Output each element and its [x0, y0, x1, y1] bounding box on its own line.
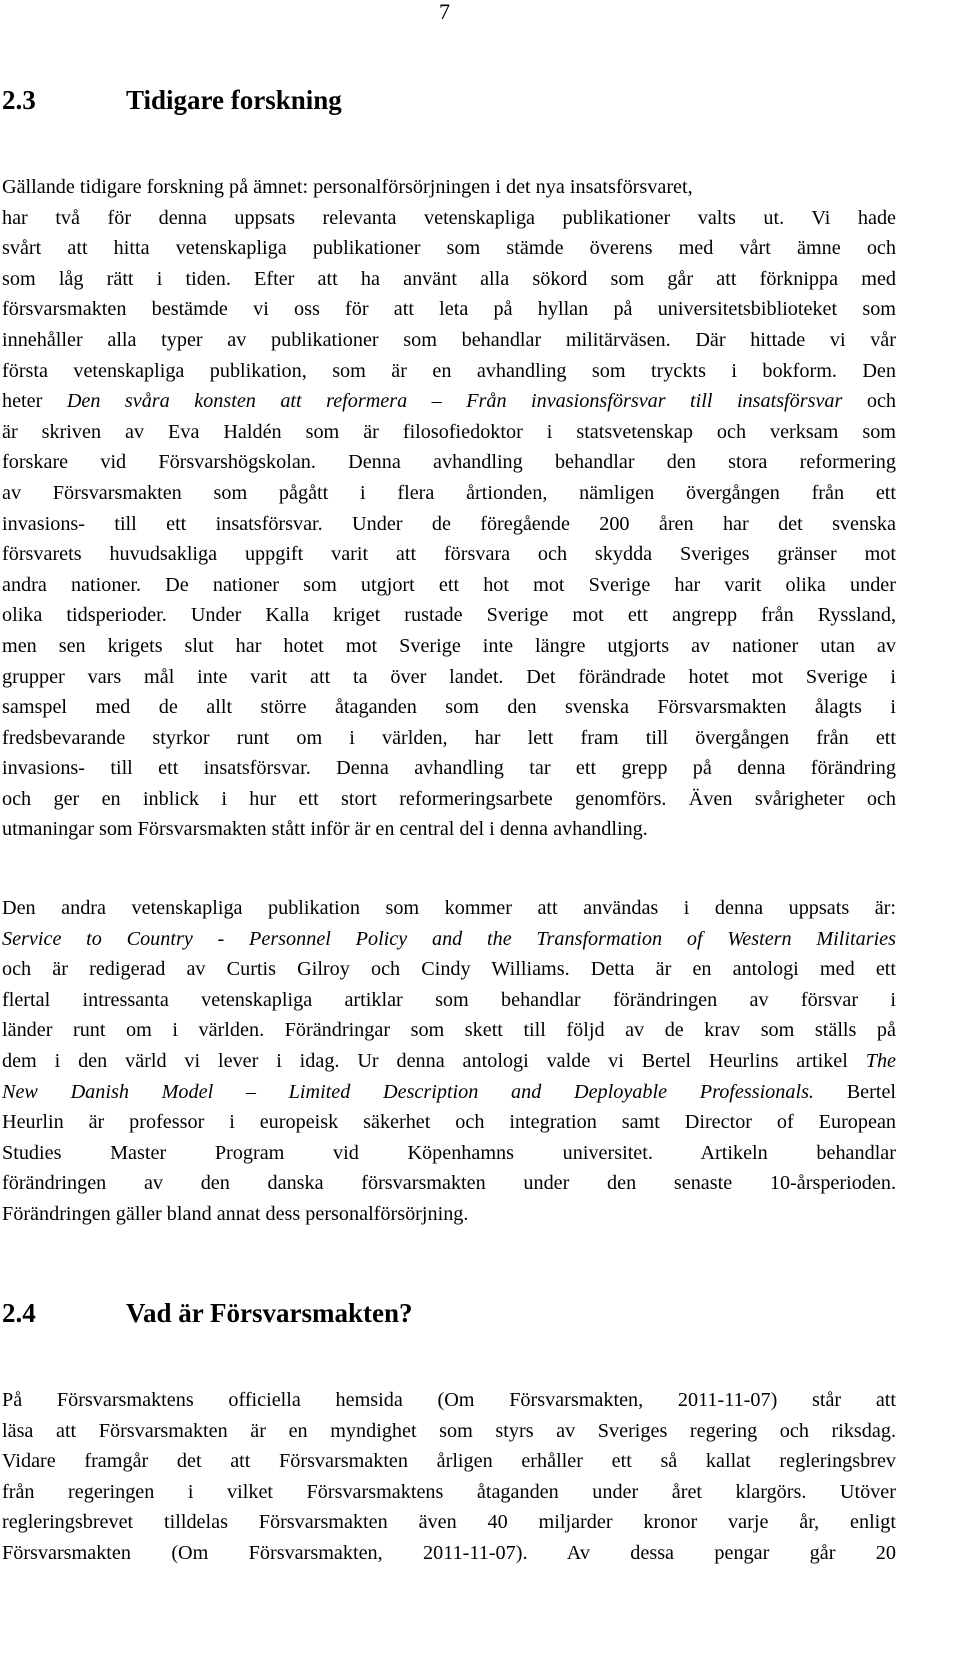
thesis-title: Den svåra konsten att reformera – Från invasionsförsvar till insatsförsvar: [66, 390, 843, 413]
text-fragment: heter: [2, 390, 43, 413]
text-fragment: och: [866, 390, 896, 413]
text-line: Gällande tidigare forskning på ämnet: personalförsörjningen i det nya insatsförsvaret,: [2, 176, 693, 198]
text-line: Förändringen gäller bland annat dess personalförsörjning.: [2, 1202, 469, 1225]
page-number-text: 7: [439, 0, 450, 24]
text-line: invasions- till ett insatsförsvar. Under de föregående 200 åren har det svenska: [2, 512, 896, 535]
text-line: forskare vid Försvarshögskolan. Denna avhandling behandlar den stora reformering: [2, 451, 896, 474]
text-line-with-title: [2, 386, 896, 417]
text-fragment: Bertel: [846, 1080, 897, 1103]
text-line: Försvarsmakten (Om Försvarsmakten, 2011-11-07). Av dessa pengar går 20: [2, 1541, 896, 1564]
text-line: samspel med de allt större åtaganden som den svenska Försvarsmakten ålagts i: [2, 696, 896, 719]
text-line: läsa att Försvarsmakten är en myndighet som styrs av Sveriges regering och riksdag.: [2, 1419, 896, 1442]
text-line: men sen krigets slut har hotet mot Sverige inte längre utgjorts av nationer utan av: [2, 634, 896, 657]
text-line-with-title: [2, 1077, 896, 1108]
paragraph-tidigare-forskning-1: [2, 172, 896, 845]
text-line: flertal intressanta vetenskapliga artiklar som behandlar förändringen av försvar i: [2, 988, 896, 1011]
text-line: Den andra vetenskapliga publikation som kommer att användas i denna uppsats är:: [2, 897, 896, 919]
text-line: utmaningar som Försvarsmakten stått inför är en central del i denna avhandling.: [2, 818, 648, 841]
text-line: olika tidsperioder. Under Kalla kriget rustade Sverige mot ett angrepp från Ryssland,: [2, 604, 896, 627]
text-line: På Försvarsmaktens officiella hemsida (Om Försvarsmakten, 2011-11-07) står att: [2, 1389, 896, 1411]
text-line: innehåller alla typer av publikationer som behandlar militärväsen. Där hittade vi vår: [2, 328, 896, 351]
text-line: försvarets huvudsakliga uppgift varit att försvara och skydda Sveriges gränser mot: [2, 543, 896, 566]
text-line: och ger en inblick i hur ett stort reformeringsarbete genomförs. Även svårigheter och: [2, 787, 896, 810]
section-number: 2.3: [2, 85, 36, 115]
section-heading-2-3: [2, 84, 342, 116]
text-line: Vidare framgår det att Försvarsmakten årligen erhåller ett så kallat regleringsbrev: [2, 1450, 896, 1473]
text-line: andra nationer. De nationer som utgjort ett hot mot Sverige har varit olika under: [2, 573, 896, 596]
section-title: Vad är Försvarsmakten?: [126, 1298, 413, 1328]
text-line: invasions- till ett insatsförsvar. Denna avhandling tar ett grepp på denna förändring: [2, 757, 896, 780]
text-line: Heurlin är professor i europeisk säkerhet och integration samt Director of European: [2, 1111, 896, 1134]
text-line: har två för denna uppsats relevanta vetenskapliga publikationer valts ut. Vi hade: [2, 206, 896, 229]
text-line: från regeringen i vilket Försvarsmaktens åtaganden under året klargörs. Utöver: [2, 1480, 896, 1503]
text-line: är skriven av Eva Haldén som är filosofiedoktor i statsvetenskap och verksam som: [2, 420, 896, 443]
section-heading-2-4: [2, 1297, 413, 1329]
text-line: förändringen av den danska försvarsmakten under den senaste 10-årsperioden.: [2, 1172, 896, 1195]
text-line: som låg rätt i tiden. Efter att ha använt alla sökord som går att förknippa med: [2, 267, 896, 290]
paragraph-tidigare-forskning-2: [2, 893, 896, 1230]
text-line: grupper vars mål inte varit att ta över landet. Det förändrade hotet mot Sverige i: [2, 665, 896, 688]
section-number: 2.4: [2, 1298, 36, 1328]
anthology-title: [2, 924, 896, 955]
text-line: Studies Master Program vid Köpenhamns universitet. Artikeln behandlar: [2, 1141, 896, 1164]
text-line: första vetenskapliga publikation, som är en avhandling som tryckts i bokform. Den: [2, 359, 896, 382]
text-line: regleringsbrevet tilldelas Försvarsmakten även 40 miljarder kronor varje år, enligt: [2, 1511, 896, 1534]
text-line: och är redigerad av Curtis Gilroy och Cindy Williams. Detta är en antologi med ett: [2, 958, 896, 981]
anthology-title-text: Service to Country - Personnel Policy and the Transformation of Western Militaries: [2, 927, 896, 950]
text-line: fredsbevarande styrkor runt om i världen, har lett fram till övergången från ett: [2, 726, 896, 749]
text-line: av Försvarsmakten som pågått i flera årtionden, nämligen övergången från ett: [2, 481, 896, 504]
text-line: svårt att hitta vetenskapliga publikationer som stämde överens med vårt ämne och: [2, 237, 896, 260]
text-fragment: dem i den värld vi lever i idag. Ur denna antologi valde vi Bertel Heurlins artikel: [2, 1049, 848, 1072]
text-line: försvarsmakten bestämde vi oss för att leta på hyllan på universitetsbiblioteket som: [2, 298, 896, 321]
paragraph-vad-ar-forsvarsmakten: [2, 1385, 896, 1569]
text-line-with-title: [2, 1046, 896, 1077]
article-title-rest: New Danish Model – Limited Description and Deployable Professionals.: [2, 1080, 814, 1103]
article-title-start: The: [865, 1049, 897, 1072]
text-line: länder runt om i världen. Förändringar som skett till följd av de krav som ställs på: [2, 1019, 896, 1042]
section-title: Tidigare forskning: [126, 85, 342, 115]
